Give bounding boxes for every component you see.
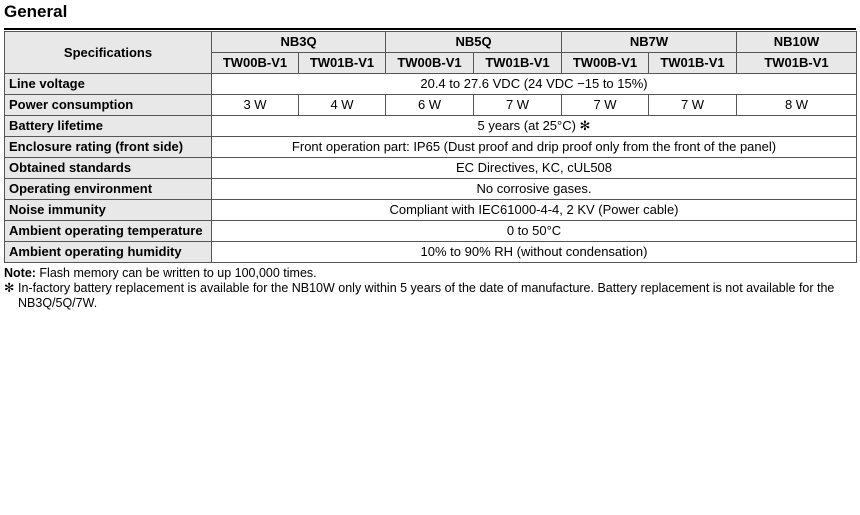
table-row <box>5 116 857 137</box>
row-label-ambient-humidity: Ambient operating humidity <box>5 242 212 263</box>
group-header-nb3q: NB3Q <box>212 32 386 53</box>
cell-power-consumption: 3 W <box>212 95 299 116</box>
model-header: TW01B-V1 <box>474 53 562 74</box>
model-header: TW01B-V1 <box>299 53 386 74</box>
note-text: Flash memory can be written to up 100,000 times. <box>35 266 317 280</box>
notes-section <box>4 266 856 311</box>
cell-power-consumption: 8 W <box>737 95 857 116</box>
model-header: TW00B-V1 <box>212 53 299 74</box>
cell-noise-immunity: Compliant with IEC61000-4-4, 2 KV (Power cable) <box>212 200 857 221</box>
row-label-obtained-standards: Obtained standards <box>5 158 212 179</box>
battery-footnote <box>4 281 856 311</box>
model-header: TW01B-V1 <box>737 53 857 74</box>
table-header-row-groups <box>5 32 857 53</box>
row-label-ambient-temperature: Ambient operating temperature <box>5 221 212 242</box>
table-row <box>5 221 857 242</box>
row-label-noise-immunity: Noise immunity <box>5 200 212 221</box>
model-header: TW01B-V1 <box>649 53 737 74</box>
cell-power-consumption: 4 W <box>299 95 386 116</box>
flash-memory-note <box>4 266 856 281</box>
cell-power-consumption: 6 W <box>386 95 474 116</box>
model-header: TW00B-V1 <box>386 53 474 74</box>
table-row <box>5 137 857 158</box>
note-label: Note: <box>4 266 36 280</box>
row-label-line-voltage: Line voltage <box>5 74 212 95</box>
row-label-battery-lifetime: Battery lifetime <box>5 116 212 137</box>
group-header-nb7w: NB7W <box>562 32 737 53</box>
asterisk-icon: ✻ <box>4 281 15 295</box>
specifications-table <box>4 31 857 263</box>
cell-line-voltage: 20.4 to 27.6 VDC (24 VDC −15 to 15%) <box>212 74 857 95</box>
heading-rule <box>4 28 856 30</box>
cell-power-consumption: 7 W <box>562 95 649 116</box>
cell-ambient-humidity: 10% to 90% RH (without condensation) <box>212 242 857 263</box>
table-row <box>5 158 857 179</box>
cell-power-consumption: 7 W <box>649 95 737 116</box>
footnote-text: In-factory battery replacement is available for the NB10W only within 5 years of the date of manufacture. Battery replacement is not available for the NB3Q/5Q/7W. <box>18 281 835 310</box>
row-label-enclosure-rating: Enclosure rating (front side) <box>5 137 212 158</box>
cell-operating-environment: No corrosive gases. <box>212 179 857 200</box>
table-row <box>5 95 857 116</box>
cell-battery-lifetime: 5 years (at 25°C) ✻ <box>212 116 857 137</box>
model-header: TW00B-V1 <box>562 53 649 74</box>
section-heading: General <box>4 2 68 21</box>
table-row <box>5 74 857 95</box>
row-label-operating-environment: Operating environment <box>5 179 212 200</box>
cell-obtained-standards: EC Directives, KC, cUL508 <box>212 158 857 179</box>
table-row <box>5 179 857 200</box>
cell-power-consumption: 7 W <box>474 95 562 116</box>
table-row <box>5 200 857 221</box>
row-label-power-consumption: Power consumption <box>5 95 212 116</box>
group-header-nb5q: NB5Q <box>386 32 562 53</box>
table-row <box>5 242 857 263</box>
specifications-header: Specifications <box>5 32 212 74</box>
cell-enclosure-rating: Front operation part: IP65 (Dust proof and drip proof only from the front of the panel) <box>212 137 857 158</box>
group-header-nb10w: NB10W <box>737 32 857 53</box>
cell-ambient-temperature: 0 to 50°C <box>212 221 857 242</box>
